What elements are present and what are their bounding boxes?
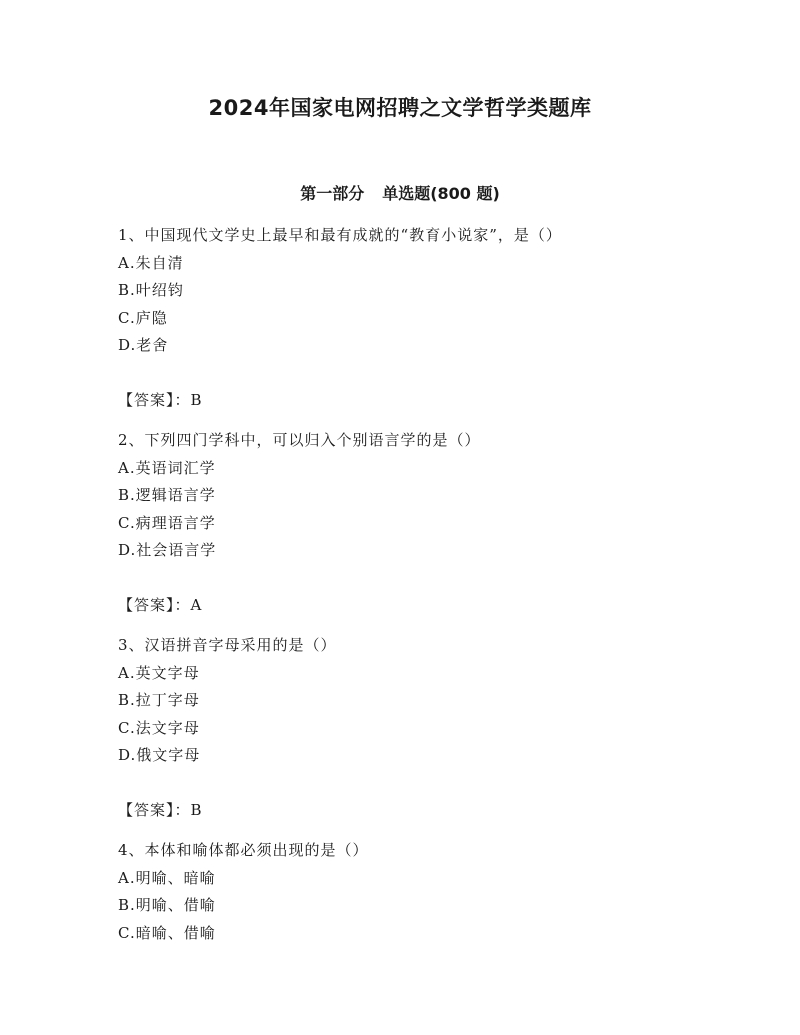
question-item [118, 632, 718, 824]
answer-option: B.明喻、借喻 [118, 896, 216, 914]
question-stem: 3、汉语拼音字母采用的是（） [118, 636, 337, 654]
answer-option: C.庐隐 [118, 308, 168, 327]
option-list [118, 250, 718, 360]
answer-key: 【答案】：A [118, 595, 203, 614]
question-stem: 4、本体和喻体都必须出现的是（） [118, 841, 369, 859]
answer-option: B.逻辑语言学 [118, 486, 216, 504]
answer-option: C.法文字母 [118, 718, 200, 737]
document-title: 2024年国家电网招聘之文学哲学类题库 [208, 96, 592, 120]
section-heading [0, 180, 800, 208]
question-item [118, 222, 718, 414]
answer-option: B.拉丁字母 [118, 691, 200, 709]
answer-option: D.老舍 [118, 336, 169, 354]
answer-key: 【答案】：B [118, 800, 203, 819]
answer-option: A.英文字母 [118, 663, 200, 682]
section-part: 第一部分 [300, 184, 365, 203]
option-list [118, 865, 718, 948]
answer-option: D.社会语言学 [118, 541, 217, 559]
answer-option: C.病理语言学 [118, 513, 216, 532]
answer-option: D.俄文字母 [118, 746, 201, 764]
question-list [118, 222, 718, 947]
answer-option: B.叶绍钧 [118, 281, 184, 299]
question-stem: 2、下列四门学科中，可以归入个别语言学的是（） [118, 431, 481, 449]
option-list [118, 455, 718, 565]
answer-option: C.暗喻、借喻 [118, 923, 216, 942]
answer-option: A.英语词汇学 [118, 458, 216, 477]
answer-key: 【答案】：B [118, 390, 203, 409]
option-list [118, 660, 718, 770]
section-name: 单选题(800 题) [382, 184, 500, 203]
question-item [118, 837, 718, 947]
answer-option: A.朱自清 [118, 253, 184, 272]
question-stem: 1、中国现代文学史上最早和最有成就的“教育小说家”，是（） [118, 226, 562, 244]
answer-option: A.明喻、暗喻 [118, 868, 216, 887]
question-item [118, 427, 718, 619]
